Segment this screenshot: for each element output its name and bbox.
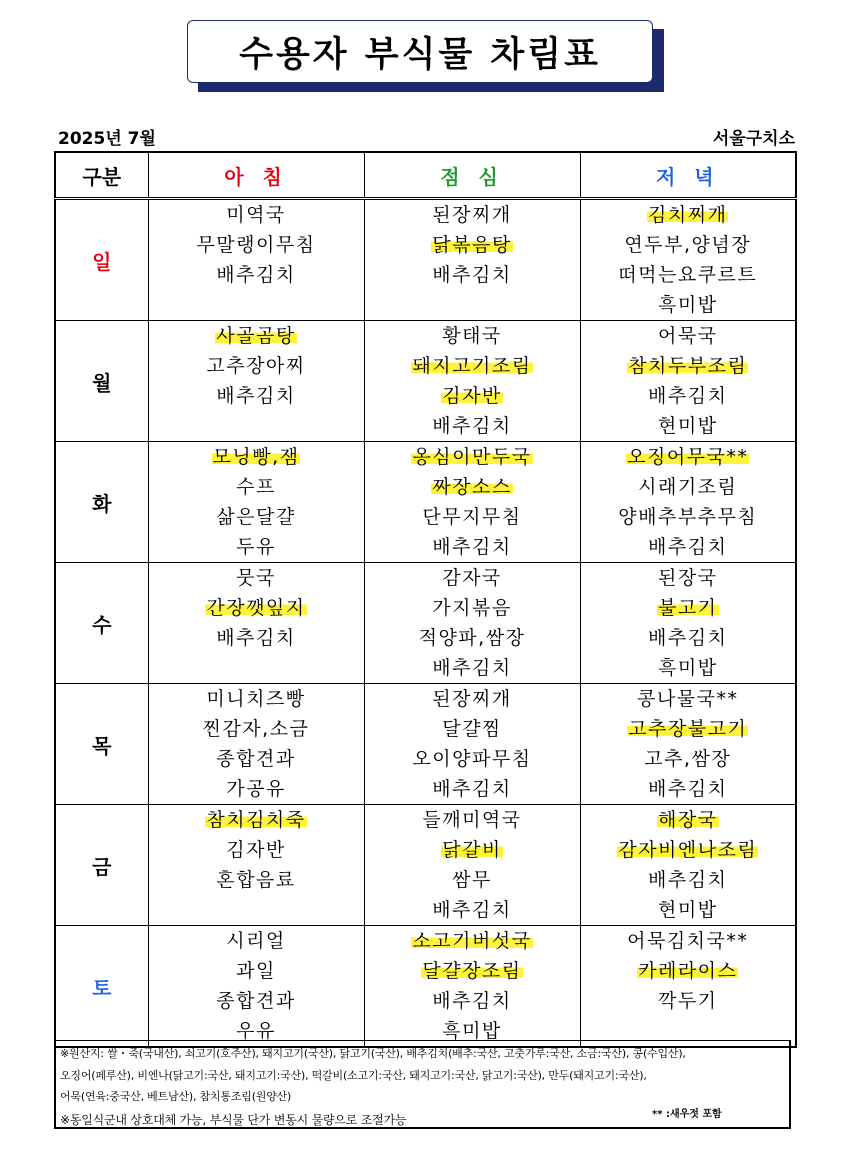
dinner-cell — [580, 926, 796, 1048]
menu-item — [365, 623, 580, 653]
menu-item-text: 카레라이스 — [638, 960, 738, 982]
menu-item-text: 배추김치 — [216, 385, 296, 407]
menu-item-text: 배추김치 — [432, 536, 512, 558]
breakfast-cell — [148, 926, 364, 1048]
menu-item-highlighted — [365, 442, 580, 472]
menu-item — [149, 714, 364, 744]
breakfast-cell — [148, 805, 364, 926]
menu-item — [365, 593, 580, 623]
menu-item — [365, 321, 580, 351]
menu-item — [149, 381, 364, 411]
day-label: 일 — [55, 199, 148, 321]
menu-item-text: 현미밥 — [657, 899, 718, 921]
menu-table — [54, 151, 797, 1048]
menu-item-text: 감자비엔나조림 — [618, 839, 758, 861]
menu-item — [581, 684, 796, 714]
menu-item-text: 가지볶음 — [432, 597, 512, 619]
origin-note-1: ※원산지: 쌀・죽(국내산), 쇠고기(호주산), 돼지고기(국산), 닭고기(국산), 배추김치(배추:국산, 고춧가루:국산, 소금:국산), 콩(수입산), — [60, 1047, 686, 1060]
menu-item-text: 닭볶음탕 — [432, 234, 512, 256]
menu-body — [55, 199, 796, 1048]
menu-item — [581, 986, 796, 1016]
menu-item-text: 쌈무 — [452, 869, 492, 891]
lunch-cell — [364, 684, 580, 805]
menu-item-text: 배추김치 — [216, 627, 296, 649]
header-division: 구분 — [55, 152, 148, 199]
menu-item — [149, 684, 364, 714]
day-label: 금 — [55, 805, 148, 926]
menu-item — [581, 623, 796, 653]
menu-item-text: 고추장아찌 — [206, 355, 306, 377]
menu-item-text: 옹심이만두국 — [412, 446, 532, 468]
menu-item-text: 미니치즈빵 — [206, 688, 306, 710]
lunch-cell — [364, 199, 580, 321]
header-dinner: 저 녁 — [580, 152, 796, 199]
menu-item-text: 황태국 — [442, 325, 502, 347]
menu-item-highlighted — [581, 805, 796, 835]
dinner-cell — [580, 563, 796, 684]
menu-item — [581, 260, 796, 290]
menu-item-highlighted — [149, 805, 364, 835]
dinner-cell — [580, 321, 796, 442]
menu-item — [581, 411, 796, 441]
dinner-cell — [580, 442, 796, 563]
menu-item-text: 짜장소스 — [432, 476, 512, 498]
menu-item-highlighted — [581, 714, 796, 744]
menu-item — [581, 744, 796, 774]
dinner-cell — [580, 684, 796, 805]
day-label: 목 — [55, 684, 148, 805]
menu-item-highlighted — [365, 956, 580, 986]
menu-item — [149, 230, 364, 260]
menu-item — [149, 200, 364, 230]
day-row — [55, 199, 796, 321]
lunch-cell — [364, 805, 580, 926]
menu-item-text: 연두부,양념장 — [624, 234, 752, 256]
menu-item-text: 김자반 — [226, 839, 286, 861]
menu-item-highlighted — [365, 472, 580, 502]
menu-item-text: 닭갈비 — [442, 839, 502, 861]
menu-item-text: 어묵국 — [657, 325, 718, 347]
menu-item-text: 배추김치 — [432, 264, 512, 286]
menu-item-text: 해장국 — [657, 809, 718, 831]
menu-item-text: 오이양파무침 — [412, 748, 532, 770]
menu-item-text: 사골곰탕 — [216, 325, 296, 347]
menu-item — [581, 532, 796, 562]
menu-item-highlighted — [581, 956, 796, 986]
menu-item-text: 적양파,쌈장 — [418, 627, 526, 649]
menu-item — [581, 563, 796, 593]
menu-item-highlighted — [365, 351, 580, 381]
menu-item-text: 우유 — [236, 1020, 276, 1042]
menu-item-text: 어묵김치국** — [627, 930, 749, 952]
menu-item — [581, 895, 796, 925]
menu-item-highlighted — [581, 351, 796, 381]
header-lunch: 점 심 — [364, 152, 580, 199]
lunch-cell — [364, 926, 580, 1048]
menu-item — [581, 230, 796, 260]
page-title: 수용자 부식물 차림표 — [187, 20, 653, 83]
menu-item-highlighted — [581, 593, 796, 623]
menu-item-highlighted — [581, 200, 796, 230]
menu-item-text: 배추김치 — [432, 657, 512, 679]
breakfast-cell — [148, 199, 364, 321]
day-row — [55, 321, 796, 442]
menu-item-text: 종합견과 — [216, 990, 296, 1012]
dinner-cell — [580, 805, 796, 926]
menu-item-text: 돼지고기조림 — [412, 355, 532, 377]
menu-item-text: 혼합음료 — [216, 869, 296, 891]
menu-item — [365, 714, 580, 744]
menu-item-text: 간장깻잎지 — [206, 597, 306, 619]
day-label: 토 — [55, 926, 148, 1048]
menu-item-text: 떠먹는요쿠르트 — [618, 264, 758, 286]
period-label: 2025년 7월 — [58, 129, 156, 149]
menu-item-text: 종합견과 — [216, 748, 296, 770]
menu-item — [581, 381, 796, 411]
origin-note-2: 오징어(페루산), 비엔나(닭고기:국산, 돼지고기:국산), 떡갈비(소고기:국산, 돼지고기:국산, 닭고기:국산), 만두(돼지고기:국산), — [60, 1068, 647, 1082]
menu-item-text: 된장찌개 — [432, 204, 512, 226]
menu-item-text: 된장국 — [657, 567, 718, 589]
menu-item — [149, 744, 364, 774]
menu-item-text: 배추김치 — [648, 778, 728, 800]
menu-item — [365, 411, 580, 441]
menu-item — [149, 956, 364, 986]
menu-item-text: 배추김치 — [432, 990, 512, 1012]
menu-item-text: 된장찌개 — [432, 688, 512, 710]
menu-item-highlighted — [581, 442, 796, 472]
menu-item-text: 참치두부조림 — [628, 355, 748, 377]
menu-item-text: 현미밥 — [657, 415, 718, 437]
substitution-note: ※동일식군내 상호대체 가능, 부식물 단가 변동시 물량으로 조절가능 — [60, 1112, 407, 1127]
menu-item-text: 오징어무국** — [627, 446, 749, 468]
day-label: 수 — [55, 563, 148, 684]
menu-item-text: 달걀장조림 — [422, 960, 522, 982]
menu-item — [149, 774, 364, 804]
menu-item — [149, 351, 364, 381]
menu-item — [365, 532, 580, 562]
breakfast-cell — [148, 563, 364, 684]
menu-item-text: 배추김치 — [432, 415, 512, 437]
menu-item — [365, 805, 580, 835]
menu-item-text: 배추김치 — [648, 869, 728, 891]
menu-item — [149, 623, 364, 653]
day-row — [55, 442, 796, 563]
menu-item-text: 시리얼 — [226, 930, 286, 952]
menu-item-text: 배추김치 — [432, 778, 512, 800]
menu-item-text: 김자반 — [442, 385, 502, 407]
header-row — [55, 152, 796, 199]
menu-item — [365, 744, 580, 774]
menu-item-text: 양배추부추무침 — [618, 506, 758, 528]
menu-item-highlighted — [149, 593, 364, 623]
menu-item — [581, 321, 796, 351]
menu-item-text: 배추김치 — [216, 264, 296, 286]
menu-item-text: 참치김치죽 — [206, 809, 306, 831]
menu-item-text: 무말랭이무침 — [196, 234, 316, 256]
breakfast-cell — [148, 684, 364, 805]
menu-item — [365, 200, 580, 230]
lunch-cell — [364, 442, 580, 563]
menu-item — [365, 895, 580, 925]
header-breakfast: 아 침 — [148, 152, 364, 199]
menu-item-highlighted — [365, 230, 580, 260]
menu-item — [365, 865, 580, 895]
menu-item-text: 단무지무침 — [422, 506, 522, 528]
menu-item-text: 배추김치 — [648, 627, 728, 649]
breakfast-cell — [148, 442, 364, 563]
menu-item — [581, 472, 796, 502]
menu-item-highlighted — [149, 442, 364, 472]
menu-item-text: 감자국 — [442, 567, 502, 589]
menu-item-text: 김치찌개 — [648, 204, 728, 226]
menu-item — [581, 653, 796, 683]
menu-item-text: 미역국 — [226, 204, 286, 226]
menu-item-text: 불고기 — [657, 597, 718, 619]
menu-item — [149, 986, 364, 1016]
menu-item — [149, 563, 364, 593]
menu-item-text: 가공유 — [226, 778, 286, 800]
menu-item — [149, 865, 364, 895]
day-row — [55, 926, 796, 1048]
menu-item — [581, 290, 796, 320]
menu-item — [581, 926, 796, 956]
menu-item-text: 고추,쌈장 — [644, 748, 732, 770]
menu-item-text: 수프 — [236, 476, 276, 498]
lunch-cell — [364, 321, 580, 442]
shrimp-legend: ** :새우젓 포함 — [652, 1109, 722, 1120]
menu-item — [365, 653, 580, 683]
menu-item — [149, 502, 364, 532]
menu-item-highlighted — [365, 381, 580, 411]
dinner-cell — [580, 199, 796, 321]
menu-item-highlighted — [365, 835, 580, 865]
day-row — [55, 684, 796, 805]
menu-item — [365, 260, 580, 290]
menu-item-text: 삶은달걀 — [216, 506, 296, 528]
menu-item — [581, 774, 796, 804]
origin-note-3: 어묵(연육:중국산, 베트남산), 참치통조림(원양산) — [60, 1090, 292, 1103]
menu-item-text: 과일 — [236, 960, 276, 982]
menu-item-highlighted — [365, 926, 580, 956]
menu-item-text: 배추김치 — [648, 536, 728, 558]
menu-item — [365, 986, 580, 1016]
menu-item-text: 뭇국 — [236, 567, 276, 589]
menu-item-text: 깍두기 — [657, 990, 718, 1012]
menu-item — [149, 260, 364, 290]
menu-item — [365, 563, 580, 593]
lunch-cell — [364, 563, 580, 684]
breakfast-cell — [148, 321, 364, 442]
day-label: 화 — [55, 442, 148, 563]
menu-item-text: 고추장불고기 — [628, 718, 748, 740]
menu-item-text: 소고기버섯국 — [412, 930, 532, 952]
menu-item-highlighted — [149, 321, 364, 351]
menu-item-text: 흑미밥 — [442, 1020, 502, 1042]
menu-item-text: 달걀찜 — [442, 718, 502, 740]
menu-item-text: 시래기조림 — [638, 476, 738, 498]
menu-item-text: 찐감자,소금 — [202, 718, 310, 740]
menu-item-highlighted — [581, 835, 796, 865]
menu-item — [365, 774, 580, 804]
menu-item — [149, 835, 364, 865]
menu-item — [581, 502, 796, 532]
menu-item — [365, 502, 580, 532]
menu-item-text: 흑미밥 — [657, 294, 718, 316]
menu-item-text: 흑미밥 — [657, 657, 718, 679]
menu-item-text: 배추김치 — [648, 385, 728, 407]
menu-item-text: 배추김치 — [432, 899, 512, 921]
menu-item — [149, 472, 364, 502]
menu-item — [581, 865, 796, 895]
menu-item-text: 콩나물국** — [637, 688, 739, 710]
menu-item-text: 모닝빵,잼 — [212, 446, 300, 468]
day-row — [55, 805, 796, 926]
menu-item — [149, 926, 364, 956]
menu-item — [149, 532, 364, 562]
menu-item-text: 들깨미역국 — [422, 809, 522, 831]
agency-label: 서울구치소 — [712, 129, 795, 149]
menu-item-text: 두유 — [236, 536, 276, 558]
menu-item — [365, 684, 580, 714]
day-row — [55, 563, 796, 684]
day-label: 월 — [55, 321, 148, 442]
